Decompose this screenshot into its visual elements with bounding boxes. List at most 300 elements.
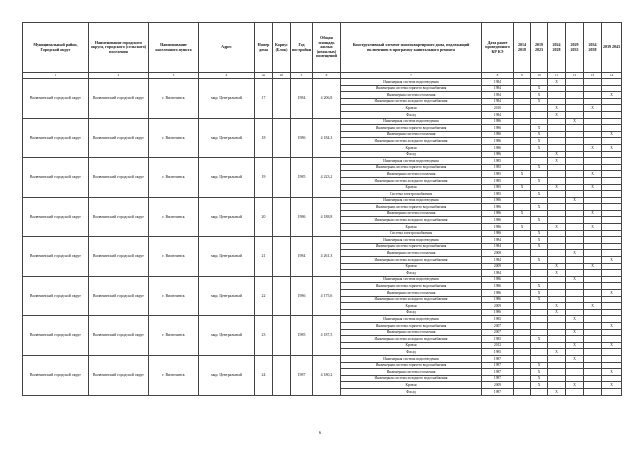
house-number-cell: 22 — [255, 276, 273, 316]
element-cell: Инженерная система горячего водоснабжения — [341, 164, 482, 171]
area-cell: 4 223,2 — [313, 158, 341, 198]
period-mark-cell — [584, 237, 602, 244]
district-cell: Вилючинский городской округ — [23, 316, 89, 356]
period-mark-cell — [514, 131, 531, 138]
period-mark-cell — [514, 263, 531, 270]
element-cell: Инженерная система отопления — [341, 250, 482, 257]
period-mark-cell: X — [584, 184, 602, 191]
address-cell: мкр. Центральный — [199, 158, 255, 198]
period-mark-cell — [531, 322, 548, 329]
period-mark-cell — [602, 197, 622, 204]
table-row — [23, 276, 622, 283]
house-group — [23, 355, 622, 395]
period-mark-cell — [548, 230, 566, 237]
column-header: 2039 2043 — [602, 23, 622, 73]
prior-repair-date-cell: 2009 — [482, 263, 514, 270]
period-mark-cell — [548, 316, 566, 323]
period-mark-cell — [548, 85, 566, 92]
prior-repair-date-cell: 1987 — [482, 369, 514, 376]
period-mark-cell — [602, 217, 622, 224]
prior-repair-date-cell: 1986 — [482, 309, 514, 316]
period-mark-cell — [584, 243, 602, 250]
period-mark-cell — [548, 336, 566, 343]
prior-repair-date-cell: 2007 — [482, 329, 514, 336]
prior-repair-date-cell: 2012 — [482, 342, 514, 349]
period-mark-cell — [602, 85, 622, 92]
period-mark-cell — [566, 98, 584, 105]
period-mark-cell — [584, 309, 602, 316]
block-cell — [273, 316, 291, 356]
period-mark-cell — [566, 111, 584, 118]
table-row — [23, 197, 622, 204]
period-mark-cell — [566, 309, 584, 316]
period-mark-cell — [566, 362, 584, 369]
house-number-cell: 24 — [255, 355, 273, 395]
period-mark-cell: X — [548, 309, 566, 316]
element-cell: Кровля — [341, 224, 482, 231]
column-number: 2 — [89, 73, 149, 79]
period-mark-cell — [584, 197, 602, 204]
column-number: 12 — [566, 73, 584, 79]
prior-repair-date-cell: 1986 — [482, 204, 514, 211]
period-mark-cell — [548, 355, 566, 362]
period-mark-cell — [602, 98, 622, 105]
prior-repair-date-cell: 1987 — [482, 388, 514, 395]
period-mark-cell — [602, 105, 622, 112]
period-mark-cell — [584, 204, 602, 211]
prior-repair-date-cell: 1986 — [482, 125, 514, 132]
prior-repair-date-cell: 1985 — [482, 349, 514, 356]
period-mark-cell — [566, 322, 584, 329]
period-mark-cell — [584, 257, 602, 264]
period-mark-cell: X — [531, 369, 548, 376]
period-mark-cell — [602, 158, 622, 165]
period-mark-cell — [566, 230, 584, 237]
period-mark-cell — [602, 309, 622, 316]
period-mark-cell: X — [602, 290, 622, 297]
block-cell — [273, 158, 291, 198]
element-cell: Инженерная система холодного водоснабжения — [341, 98, 482, 105]
element-cell: Инженерная система водоотведения — [341, 355, 482, 362]
district-cell: Вилючинский городской округ — [23, 118, 89, 158]
period-mark-cell — [531, 309, 548, 316]
period-mark-cell — [514, 243, 531, 250]
period-mark-cell — [514, 158, 531, 165]
period-mark-cell — [531, 263, 548, 270]
period-mark-cell: X — [566, 342, 584, 349]
block-cell — [273, 237, 291, 277]
settlement-cell: Вилючинский городской округ — [89, 316, 149, 356]
period-mark-cell — [566, 158, 584, 165]
settlement-cell: Вилючинский городской округ — [89, 237, 149, 277]
period-mark-cell: X — [531, 191, 548, 198]
period-mark-cell — [584, 111, 602, 118]
period-mark-cell — [566, 369, 584, 376]
period-mark-cell — [602, 224, 622, 231]
column-header: Год постройки — [291, 23, 313, 73]
period-mark-cell — [566, 388, 584, 395]
prior-repair-date-cell: 2009 — [482, 303, 514, 310]
column-header: 2019 2023 — [531, 23, 548, 73]
period-mark-cell — [602, 204, 622, 211]
district-cell: Вилючинский городской округ — [23, 237, 89, 277]
period-mark-cell — [514, 217, 531, 224]
header-row — [23, 23, 622, 73]
period-mark-cell — [514, 388, 531, 395]
settlement-cell: Вилючинский городской округ — [89, 158, 149, 198]
column-number: 11 — [548, 73, 566, 79]
period-mark-cell: X — [531, 375, 548, 382]
period-mark-cell — [514, 177, 531, 184]
period-mark-cell: X — [584, 224, 602, 231]
element-cell: Инженерная система отопления — [341, 92, 482, 99]
house-number-cell: 23 — [255, 316, 273, 356]
prior-repair-date-cell: 1986 — [482, 283, 514, 290]
district-cell: Вилючинский городской округ — [23, 355, 89, 395]
period-mark-cell: X — [602, 131, 622, 138]
period-mark-cell — [602, 210, 622, 217]
prior-repair-date-cell: 1984 — [482, 79, 514, 86]
period-mark-cell — [531, 270, 548, 277]
period-mark-cell — [566, 270, 584, 277]
prior-repair-date-cell: 1984 — [482, 92, 514, 99]
period-mark-cell — [548, 118, 566, 125]
period-mark-cell — [531, 118, 548, 125]
table-row — [23, 158, 622, 165]
period-mark-cell — [548, 369, 566, 376]
period-mark-cell — [584, 138, 602, 145]
address-cell: мкр. Центральный — [199, 197, 255, 237]
prior-repair-date-cell: 1987 — [482, 362, 514, 369]
period-mark-cell: X — [531, 243, 548, 250]
period-mark-cell — [566, 131, 584, 138]
period-mark-cell: X — [602, 369, 622, 376]
period-mark-cell — [548, 92, 566, 99]
program-table-sheet — [22, 22, 619, 396]
period-mark-cell — [566, 144, 584, 151]
prior-repair-date-cell: 1984 — [482, 237, 514, 244]
house-group — [23, 118, 622, 158]
period-mark-cell — [584, 164, 602, 171]
block-cell — [273, 79, 291, 119]
period-mark-cell — [584, 250, 602, 257]
period-mark-cell — [566, 204, 584, 211]
period-mark-cell — [531, 224, 548, 231]
period-mark-cell — [566, 257, 584, 264]
period-mark-cell: X — [531, 85, 548, 92]
period-mark-cell — [514, 257, 531, 264]
element-cell: Инженерная система отопления — [341, 131, 482, 138]
build-year-cell: 1984 — [291, 237, 313, 277]
element-cell: Инженерная система горячего водоснабжения — [341, 362, 482, 369]
element-cell: Система электроснабжения — [341, 230, 482, 237]
element-cell: Фасад — [341, 349, 482, 356]
repair-program-table — [22, 22, 622, 396]
element-cell: Инженерная система водоотведения — [341, 276, 482, 283]
period-mark-cell — [514, 355, 531, 362]
period-mark-cell — [584, 369, 602, 376]
district-cell: Вилючинский городской округ — [23, 79, 89, 119]
block-cell — [273, 197, 291, 237]
period-mark-cell — [531, 79, 548, 86]
period-mark-cell — [602, 250, 622, 257]
address-cell: мкр. Центральный — [199, 237, 255, 277]
column-header: Наименование населенного пункта — [149, 23, 199, 73]
period-mark-cell: X — [548, 151, 566, 158]
area-cell: 4 188,8 — [313, 197, 341, 237]
house-number-cell: 19 — [255, 158, 273, 198]
element-cell: Кровля — [341, 263, 482, 270]
period-mark-cell — [602, 184, 622, 191]
period-mark-cell — [602, 164, 622, 171]
element-cell: Система электроснабжения — [341, 191, 482, 198]
period-mark-cell: X — [602, 322, 622, 329]
column-header: Адрес — [199, 23, 255, 73]
period-mark-cell — [602, 296, 622, 303]
period-mark-cell — [548, 257, 566, 264]
period-mark-cell — [548, 250, 566, 257]
period-mark-cell — [514, 336, 531, 343]
period-mark-cell — [584, 336, 602, 343]
block-cell — [273, 276, 291, 316]
district-cell: Вилючинский городской округ — [23, 276, 89, 316]
element-cell: Инженерная система отопления — [341, 290, 482, 297]
house-number-cell: 21 — [255, 237, 273, 277]
locality-cell: г. Вилючинск — [149, 197, 199, 237]
period-mark-cell — [566, 164, 584, 171]
period-mark-cell — [602, 243, 622, 250]
element-cell: Инженерная система горячего водоснабжения — [341, 85, 482, 92]
period-mark-cell: X — [602, 144, 622, 151]
address-cell: мкр. Центральный — [199, 79, 255, 119]
settlement-cell: Вилючинский городской округ — [89, 197, 149, 237]
period-mark-cell — [566, 283, 584, 290]
area-cell: 4 180,2 — [313, 355, 341, 395]
house-group — [23, 79, 622, 119]
page-number: 6 — [318, 430, 322, 435]
element-cell: Инженерная система водоотведения — [341, 158, 482, 165]
period-mark-cell — [548, 290, 566, 297]
period-mark-cell: X — [548, 270, 566, 277]
period-mark-cell — [566, 171, 584, 178]
column-number: 5 — [291, 73, 313, 79]
period-mark-cell — [602, 283, 622, 290]
period-mark-cell — [548, 164, 566, 171]
column-number: 7 — [341, 73, 482, 79]
column-header: Конструктивный элемент многоквартирного дома, подлежащий включению в программу капитального ремонта — [341, 23, 482, 73]
period-mark-cell: X — [548, 79, 566, 86]
period-mark-cell — [514, 362, 531, 369]
element-cell: Инженерная система холодного водоснабжения — [341, 217, 482, 224]
block-cell — [273, 118, 291, 158]
period-mark-cell — [566, 290, 584, 297]
period-mark-cell — [514, 309, 531, 316]
period-mark-cell: X — [566, 316, 584, 323]
period-mark-cell — [602, 336, 622, 343]
period-mark-cell — [566, 125, 584, 132]
period-mark-cell — [514, 105, 531, 112]
period-mark-cell: X — [531, 283, 548, 290]
build-year-cell: 1986 — [291, 276, 313, 316]
prior-repair-date-cell: 1985 — [482, 164, 514, 171]
element-cell: Инженерная система водоотведения — [341, 118, 482, 125]
period-mark-cell — [548, 191, 566, 198]
period-mark-cell — [566, 237, 584, 244]
element-cell: Инженерная система водоотведения — [341, 79, 482, 86]
period-mark-cell — [548, 197, 566, 204]
period-mark-cell: X — [566, 250, 584, 257]
period-mark-cell — [548, 322, 566, 329]
period-mark-cell — [514, 144, 531, 151]
period-mark-cell: X — [602, 342, 622, 349]
period-mark-cell — [566, 336, 584, 343]
period-mark-cell: X — [584, 171, 602, 178]
period-mark-cell — [548, 276, 566, 283]
period-mark-cell — [602, 151, 622, 158]
prior-repair-date-cell: 2008 — [482, 250, 514, 257]
period-mark-cell — [548, 217, 566, 224]
period-mark-cell: X — [531, 92, 548, 99]
period-mark-cell — [548, 375, 566, 382]
period-mark-cell — [602, 138, 622, 145]
prior-repair-date-cell: 1986 — [482, 138, 514, 145]
period-mark-cell: X — [548, 158, 566, 165]
period-mark-cell — [584, 270, 602, 277]
build-year-cell: 1984 — [291, 79, 313, 119]
period-mark-cell — [514, 316, 531, 323]
period-mark-cell: X — [584, 105, 602, 112]
element-cell: Кровля — [341, 382, 482, 389]
period-mark-cell: X — [531, 204, 548, 211]
address-cell: мкр. Центральный — [199, 355, 255, 395]
element-cell: Инженерная система холодного водоснабжения — [341, 177, 482, 184]
period-mark-cell: X — [548, 111, 566, 118]
table-header — [23, 23, 622, 73]
address-cell: мкр. Центральный — [199, 316, 255, 356]
period-mark-cell — [602, 125, 622, 132]
prior-repair-date-cell: 1986 — [482, 224, 514, 231]
element-cell: Фасад — [341, 309, 482, 316]
element-cell: Фасад — [341, 388, 482, 395]
period-mark-cell — [548, 204, 566, 211]
element-cell: Фасад — [341, 151, 482, 158]
prior-repair-date-cell: 1986 — [482, 197, 514, 204]
column-header: Общая площадь жилых (нежилых) помещений — [313, 23, 341, 73]
build-year-cell: 1986 — [291, 118, 313, 158]
column-number: 4а — [255, 73, 273, 79]
period-mark-cell — [531, 151, 548, 158]
period-mark-cell — [602, 355, 622, 362]
element-cell: Кровля — [341, 105, 482, 112]
element-cell: Инженерная система холодного водоснабжения — [341, 296, 482, 303]
period-mark-cell: X — [531, 230, 548, 237]
period-mark-cell: X — [584, 210, 602, 217]
period-mark-cell: X — [548, 303, 566, 310]
period-mark-cell — [531, 210, 548, 217]
locality-cell: г. Вилючинск — [149, 355, 199, 395]
period-mark-cell — [531, 276, 548, 283]
period-mark-cell — [566, 92, 584, 99]
period-mark-cell: X — [566, 329, 584, 336]
period-mark-cell — [566, 303, 584, 310]
period-mark-cell — [566, 138, 584, 145]
period-mark-cell: X — [531, 164, 548, 171]
prior-repair-date-cell: 1986 — [482, 217, 514, 224]
period-mark-cell: X — [531, 362, 548, 369]
period-mark-cell — [531, 329, 548, 336]
prior-repair-date-cell: 1985 — [482, 177, 514, 184]
period-mark-cell — [584, 230, 602, 237]
period-mark-cell — [584, 92, 602, 99]
prior-repair-date-cell: 1985 — [482, 184, 514, 191]
period-mark-cell — [548, 243, 566, 250]
period-mark-cell — [584, 362, 602, 369]
prior-repair-date-cell: 1985 — [482, 336, 514, 343]
period-mark-cell: X — [584, 144, 602, 151]
period-mark-cell — [514, 342, 531, 349]
period-mark-cell: X — [548, 184, 566, 191]
column-header: Номер дома — [255, 23, 273, 73]
period-mark-cell: X — [531, 144, 548, 151]
prior-repair-date-cell: 1986 — [482, 276, 514, 283]
prior-repair-date-cell: 1987 — [482, 355, 514, 362]
element-cell: Инженерная система холодного водоснабжения — [341, 375, 482, 382]
prior-repair-date-cell: 1984 — [482, 257, 514, 264]
element-cell: Инженерная система горячего водоснабжения — [341, 243, 482, 250]
period-mark-cell: X — [514, 210, 531, 217]
period-mark-cell: X — [566, 276, 584, 283]
period-mark-cell — [602, 329, 622, 336]
period-mark-cell — [584, 85, 602, 92]
house-group — [23, 237, 622, 277]
period-mark-cell — [584, 290, 602, 297]
period-mark-cell — [602, 171, 622, 178]
period-mark-cell — [531, 105, 548, 112]
period-mark-cell — [584, 158, 602, 165]
period-mark-cell — [514, 191, 531, 198]
prior-repair-date-cell: 1986 — [482, 230, 514, 237]
period-mark-cell — [531, 342, 548, 349]
build-year-cell: 1985 — [291, 316, 313, 356]
period-mark-cell — [548, 171, 566, 178]
period-mark-cell — [514, 230, 531, 237]
prior-repair-date-cell: 1985 — [482, 191, 514, 198]
period-mark-cell: X — [531, 177, 548, 184]
period-mark-cell — [602, 237, 622, 244]
period-mark-cell — [531, 355, 548, 362]
period-mark-cell: X — [531, 217, 548, 224]
element-cell: Инженерная система горячего водоснабжения — [341, 125, 482, 132]
period-mark-cell — [602, 303, 622, 310]
period-mark-cell — [514, 85, 531, 92]
prior-repair-date-cell: 1984 — [482, 98, 514, 105]
column-number: 13 — [584, 73, 602, 79]
house-group — [23, 158, 622, 198]
prior-repair-date-cell: 1985 — [482, 158, 514, 165]
element-cell: Инженерная система водоотведения — [341, 237, 482, 244]
period-mark-cell — [602, 191, 622, 198]
period-mark-cell — [514, 322, 531, 329]
period-mark-cell — [514, 98, 531, 105]
period-mark-cell — [514, 250, 531, 257]
period-mark-cell — [584, 177, 602, 184]
column-number: 4 — [199, 73, 255, 79]
period-mark-cell: X — [531, 98, 548, 105]
prior-repair-date-cell: 1984 — [482, 85, 514, 92]
period-mark-cell — [514, 382, 531, 389]
period-mark-cell: X — [566, 382, 584, 389]
period-mark-cell — [566, 217, 584, 224]
